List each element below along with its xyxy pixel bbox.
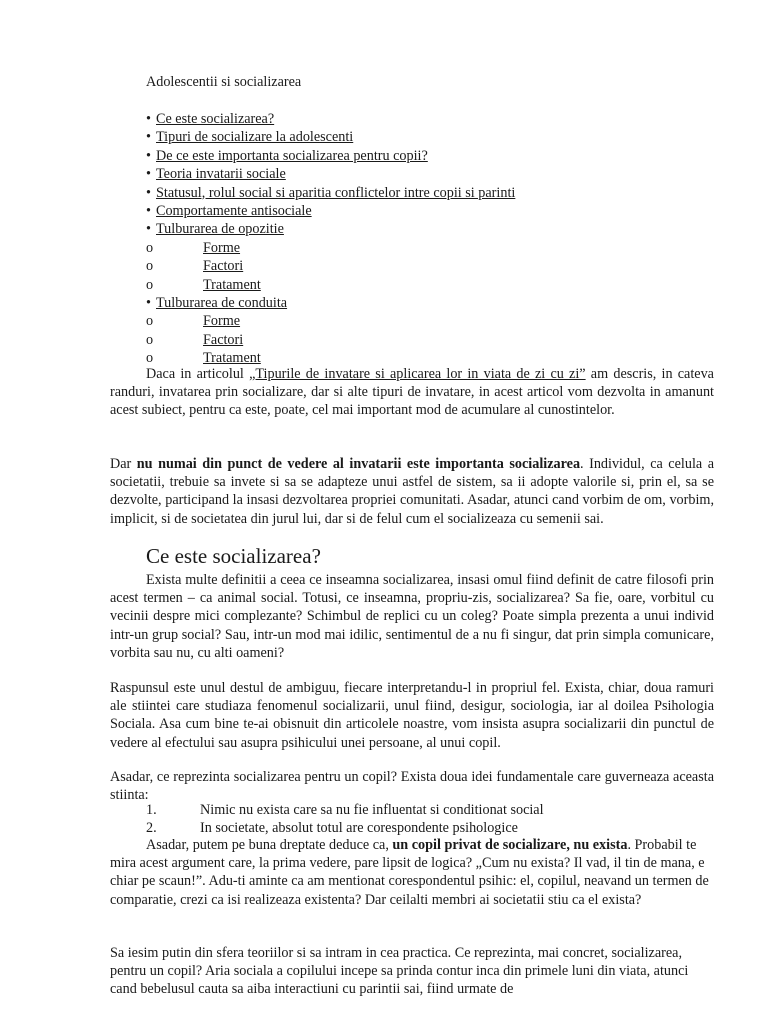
circle-bullet-icon: o bbox=[146, 313, 154, 330]
toc-link[interactable]: Forme bbox=[203, 239, 241, 256]
toc-link[interactable]: Factori bbox=[203, 331, 244, 348]
numbered-item: 1. Nimic nu exista care sa nu fie influentat si conditionat social bbox=[146, 802, 544, 818]
ideas-intro-paragraph: Asadar, ce reprezinta socializarea pentru un copil? Exista doua idei fundamentale care guverneaza aceasta stiinta: bbox=[110, 769, 714, 804]
bullet-icon: • bbox=[146, 184, 151, 201]
toc-item bbox=[146, 110, 515, 128]
table-of-contents bbox=[146, 110, 515, 367]
toc-subitem bbox=[146, 276, 515, 294]
toc-item bbox=[146, 294, 515, 312]
toc-item bbox=[146, 128, 515, 146]
toc-item bbox=[146, 147, 515, 165]
document-title: Adolescentii si socializarea bbox=[146, 74, 302, 90]
circle-bullet-icon: o bbox=[146, 276, 154, 293]
circle-bullet-icon: o bbox=[146, 258, 154, 275]
toc-link[interactable]: Tratament bbox=[203, 350, 261, 367]
bold-statement: nu numai din punct de vedere al invatarii este importanta socializarea bbox=[136, 456, 581, 472]
toc-item bbox=[146, 184, 515, 202]
toc-link[interactable]: De ce este importanta socializarea pentru copii? bbox=[156, 147, 428, 164]
toc-link[interactable]: Forme bbox=[203, 313, 241, 330]
toc-link[interactable]: Teoria invatarii sociale bbox=[156, 166, 286, 183]
bullet-icon: • bbox=[146, 166, 151, 183]
bullet-icon: • bbox=[146, 147, 151, 164]
toc-link[interactable]: Tratament bbox=[203, 276, 261, 293]
bullet-icon: • bbox=[146, 129, 151, 146]
toc-item bbox=[146, 165, 515, 183]
answer-paragraph: Raspunsul este unul destul de ambiguu, fiecare interpretandu-l in propriul fel. Exista, chiar, doua ramuri ale stiintei care studiaza fenomenul socializarii, unul fiind, desigur, sociologia, iar al doilea Psihologia Sociala. Asa cum bine te-ai obisnuit din articolele noastre, vom insista asupra socializarii din punctul de vedere al efectului sau asupra psihicului unei persoane, al unui copil. bbox=[110, 680, 714, 751]
toc-item bbox=[146, 202, 515, 220]
article-link[interactable]: „Tipurile de invatare si aplicarea lor in viata de zi cu zi” bbox=[249, 366, 586, 382]
definitions-paragraph: Exista multe definitii a ceea ce inseamna socializarea, insasi omul fiind definit de catre filosofi prin acest termen – ca animal social. Totusi, ce inseamna, propriu-zis, socializarea? Sa fie, oare, vorbitul cu vecinii despre mici complezante? Schimbul de replici cu un coleg? Poate simpla prezenta a unui individ intr-un grup social? Sau, intr-un mod mai idilic, sentimentul de a nu fi singur, dat prin simpla comunicare, vorbita sau nu, cu alti oameni? bbox=[110, 572, 714, 661]
toc-subitem bbox=[146, 257, 515, 275]
bold-conclusion: un copil privat de socializare, nu exista bbox=[392, 837, 628, 853]
practice-paragraph: Sa iesim putin din sfera teoriilor si sa intram in cea practica. Ce reprezinta, mai concret, socializarea, pentru un copil? Aria sociala a copilului incepe sa prinda contur inca din primele luni din viata, atunci cand bebelusul cauta sa aiba interactiuni cu parintii sai, fiind urmate de bbox=[110, 945, 689, 998]
circle-bullet-icon: o bbox=[146, 239, 154, 256]
circle-bullet-icon: o bbox=[146, 331, 154, 348]
toc-subitem bbox=[146, 331, 515, 349]
bullet-icon: • bbox=[146, 294, 151, 311]
toc-link[interactable]: Factori bbox=[203, 258, 244, 275]
section-heading: Ce este socializarea? bbox=[146, 544, 321, 568]
numbered-item: 2. In societate, absolut totul are corespondente psihologice bbox=[146, 820, 518, 836]
importance-paragraph: Dar nu numai din punct de vedere al invatarii este importanta socializarea. Individul, ca celula a societatii, trebuie sa invete si sa se adapteze unui astfel de sistem, sa ii adopte valorile si, prin el, sa se dezvolte, participand la insasi dezvoltarea propriei comunitati. Asadar, atunci cand vorbim de om, vorbim, implicit, si de societatea din jurul lui, dar si de felul cum el socializeaza cu semenii sai. bbox=[110, 456, 714, 527]
toc-subitem bbox=[146, 239, 515, 257]
intro-paragraph: Daca in articolul „Tipurile de invatare si aplicarea lor in viata de zi cu zi” am descris, in cateva randuri, invatarea prin socializare, dar si alte tipuri de invatare, in acest articol vom dezvolta in amanunt acest subiect, pentru ca este, poate, cel mai important mod de acumulare al cunostintelor. bbox=[110, 366, 714, 419]
toc-item bbox=[146, 220, 515, 238]
toc-subitem bbox=[146, 312, 515, 330]
toc-link[interactable]: Tulburarea de conduita bbox=[156, 294, 288, 311]
deduction-paragraph: Asadar, putem pe buna dreptate deduce ca, un copil privat de socializare, nu exista. Probabil te mira acest argument care, la prima vedere, pare lipsit de logica? „Cum nu exista? Il vad, il tin de mana, e chiar pe scaun!”. Adu-ti aminte ca am mentionat corespondentul psihic: el, copilul, neavand un termen de comparatie, crezi ca isi realizeaza existenta? Dar ceilalti membri ai societatii stiu ca el exista? bbox=[110, 837, 709, 908]
toc-link[interactable]: Comportamente antisociale bbox=[156, 202, 312, 219]
bullet-icon: • bbox=[146, 202, 151, 219]
circle-bullet-icon: o bbox=[146, 350, 154, 367]
bullet-icon: • bbox=[146, 111, 151, 127]
bullet-icon: • bbox=[146, 221, 151, 238]
toc-link[interactable]: Tulburarea de opozitie bbox=[156, 221, 284, 238]
toc-link[interactable]: Tipuri de socializare la adolescenti bbox=[156, 129, 354, 146]
toc-link[interactable]: Ce este socializarea? bbox=[156, 111, 275, 127]
toc-link[interactable]: Statusul, rolul social si aparitia conflictelor intre copii si parinti bbox=[156, 184, 516, 201]
